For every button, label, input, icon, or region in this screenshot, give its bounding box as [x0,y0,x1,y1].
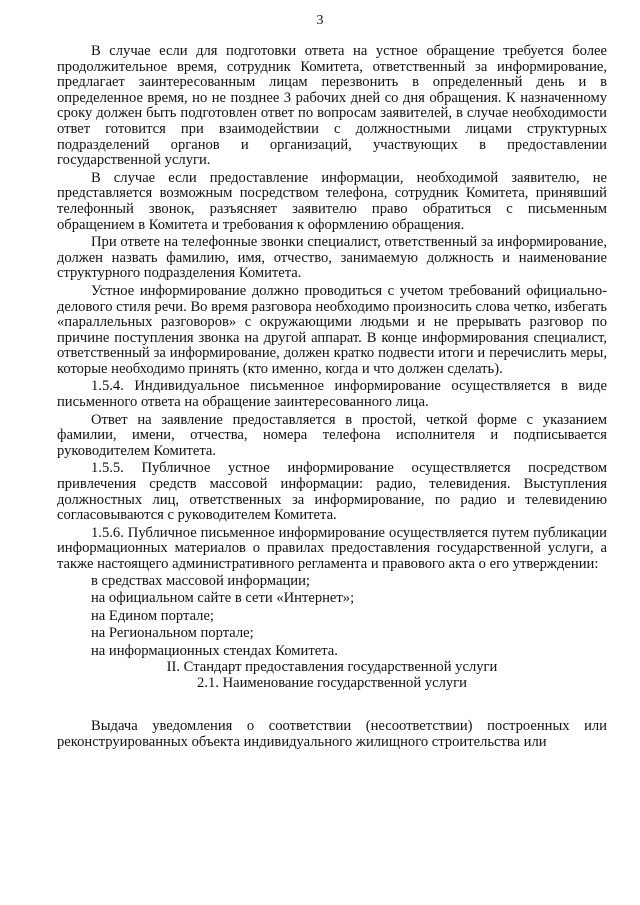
publication-list [57,573,607,661]
paragraph-written-appeal: В случае если предоставление информации, необходимой заявителю, не представляется возможным посредством телефона, сотрудник Комитета, принявший телефонный звонок, разъясняет заявителю право обратиться с письменным обращением в Комитета и требования к оформлению обращения. [57,169,607,233]
paragraph-1-5-6: 1.5.6. Публичное письменное информирование осуществляется путем публикации информационных материалов о правилах предоставления государственной услуги, а также настоящего административного регламента и правового акта о его утверждении: [57,524,607,572]
paragraph-1-5-5: 1.5.5. Публичное устное информирование осуществляется посредством привлечения средств массовой информации: радио, телевидения. Выступления должностных лиц, ответственных за информирование, по радио и телевидению согласовываются с руководителем Комитета. [57,460,607,524]
document-body [57,44,607,750]
paragraph-callback: В случае если для подготовки ответа на устное обращение требуется более продолжительное время, сотрудник Комитета, ответственный за информирование, предлагает заинтересованным лицам перезвонить в определенный день и в определенное время, но не позднее 3 рабочих дней со дня обращения. К назначенному сроку должен быть подготовлен ответ по вопросам заявителей, в случае необходимости ответ готовится при взаимодействии с должностными лицами структурных подразделений органов и организаций, участвующих в предоставлении государственной услуги. [57,43,607,169]
list-item: на Едином портале; [91,607,214,624]
page-number: 3 [316,13,324,28]
section-heading: II. Стандарт предоставления государственной услуги [166,659,498,676]
list-item: на официальном сайте в сети «Интернет»; [91,590,355,607]
paragraph-phone-answer: При ответе на телефонные звонки специалист, ответственный за информирование, должен назвать фамилию, имя, отчество, занимаемую должность и наименование структурного подразделения Комитета. [57,234,607,282]
paragraph-reply-form: Ответ на заявление предоставляется в простой, четкой форме с указанием фамилии, имени, отчества, номера телефона исполнителя и подписывается руководителем Комитета. [57,411,607,459]
list-item: в средствах массовой информации; [91,572,310,589]
list-item: на Региональном портале; [91,625,254,642]
subsection-heading: 2.1. Наименование государственной услуги [197,674,467,691]
paragraph-1-5-4: 1.5.4. Индивидуальное письменное информирование осуществляется в виде письменного ответа на обращение заинтересованного лица. [57,378,607,411]
paragraph-oral-informing: Устное информирование должно проводиться с учетом требований официально-делового стиля речи. Во время разговора необходимо произносить слова четко, избегать «параллельных разговоров» с окружающими людьми и не прерывать разговор по причине поступления звонка на другой аппарат. В конце информирования специалист, ответственный за информирование, должен кратко подвести итоги и перечислить меры, которые необходимо принять (кто именно, когда и что должен сделать). [57,282,607,377]
list-item: на информационных стендах Комитета. [91,642,338,659]
paragraph-service-name: Выдача уведомления о соответствии (несоответствии) построенных или реконструированных объекта индивидуального жилищного строительства или [57,718,607,750]
